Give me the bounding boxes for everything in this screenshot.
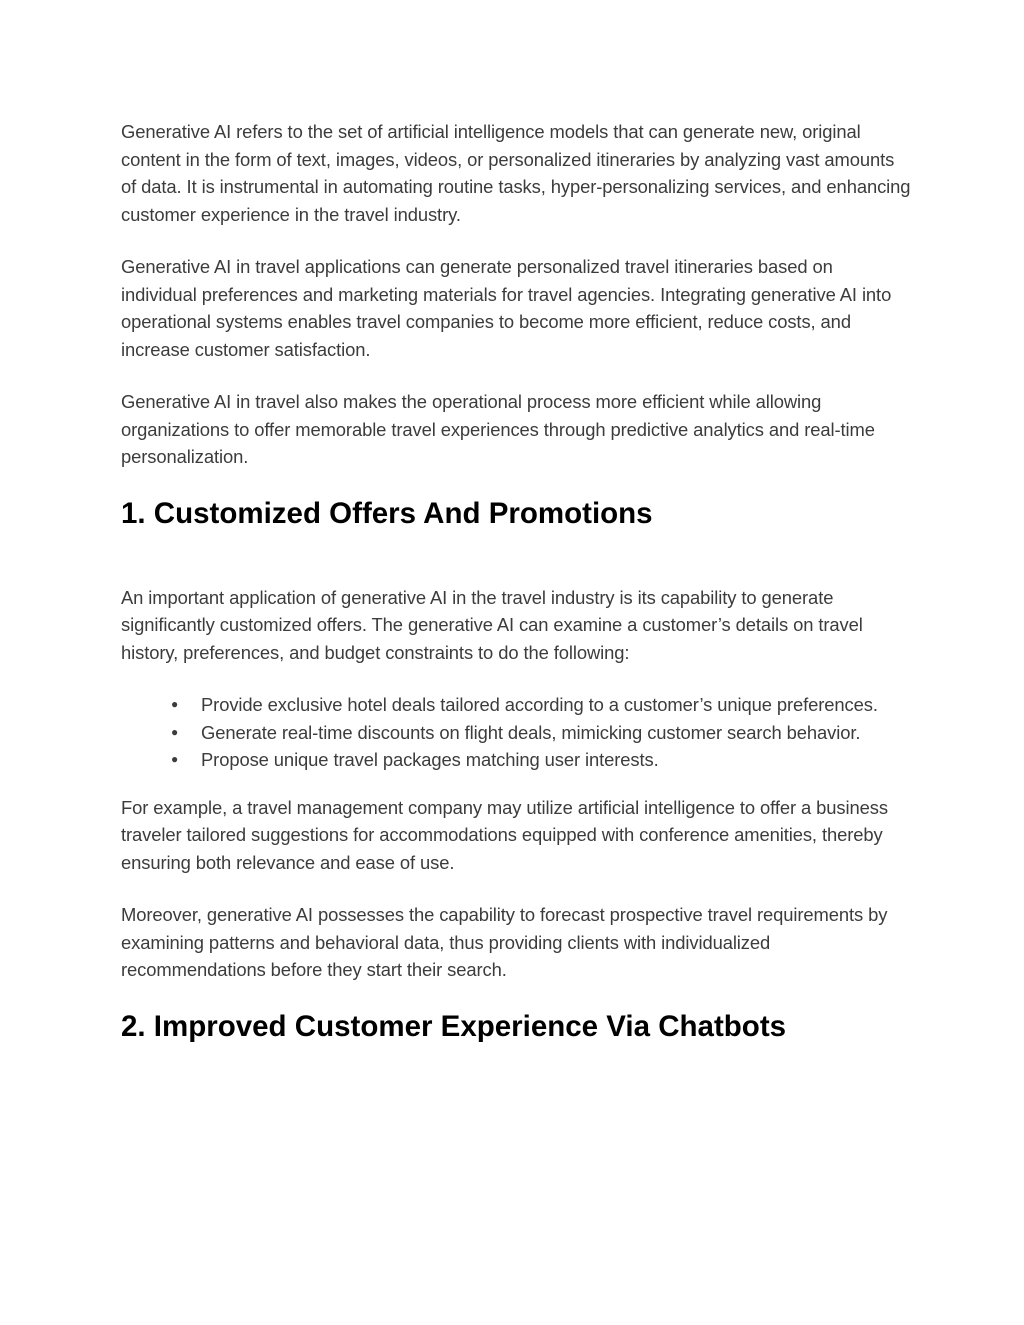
list-item-text: Propose unique travel packages matching user interests. (201, 749, 659, 770)
list-item-text: Provide exclusive hotel deals tailored according to a customer’s unique preferences. (201, 694, 878, 715)
bullet-icon: ● (171, 752, 179, 766)
document-page (121, 118, 911, 1045)
intro-paragraph-2: Generative AI in travel applications can generate personalized travel itineraries based on individual preferences and marketing materials for travel agencies. Integrating generative AI into operational systems enables travel companies to become more efficient, reduce costs, and increase customer satisfaction. (121, 256, 892, 360)
list-item (171, 746, 911, 774)
bullet-icon: ● (171, 697, 179, 711)
section-1-bullet-list (121, 691, 911, 774)
section-1-heading: 1. Customized Offers And Promotions (121, 496, 653, 530)
intro-paragraph-1: Generative AI refers to the set of artificial intelligence models that can generate new, original content in the form of text, images, videos, or personalized itineraries by analyzing vast amounts of data. It is instrumental in automating routine tasks, hyper-personalizing services, and enhancing customer experience in the travel industry. (121, 121, 911, 225)
section-1-paragraph-1: For example, a travel management company may utilize artificial intelligence to offer a business traveler tailored suggestions for accommodations equipped with conference amenities, thereby ensuring both relevance and ease of use. (121, 796, 888, 873)
intro-paragraph-3: Generative AI in travel also makes the operational process more efficient while allowing organizations to offer memorable travel experiences through predictive analytics and real-time personalization. (121, 391, 875, 467)
bullet-icon: ● (171, 724, 179, 739)
list-item (171, 719, 911, 747)
section-1-intro: An important application of generative AI in the travel industry is its capability to generate significantly customized offers. The generative AI can examine a customer’s details on travel history, preferences, and budget constraints to do the following: (121, 586, 863, 663)
section-2-heading: 2. Improved Customer Experience Via Chatbots (121, 1009, 787, 1043)
list-item-text: Generate real-time discounts on flight deals, mimicking customer search behavior. (201, 721, 861, 743)
section-1-paragraph-2: Moreover, generative AI possesses the capability to forecast prospective travel requirements by examining patterns and behavioral data, thus providing clients with individualized recommendations before they start their search. (121, 904, 888, 980)
list-item (171, 691, 911, 719)
